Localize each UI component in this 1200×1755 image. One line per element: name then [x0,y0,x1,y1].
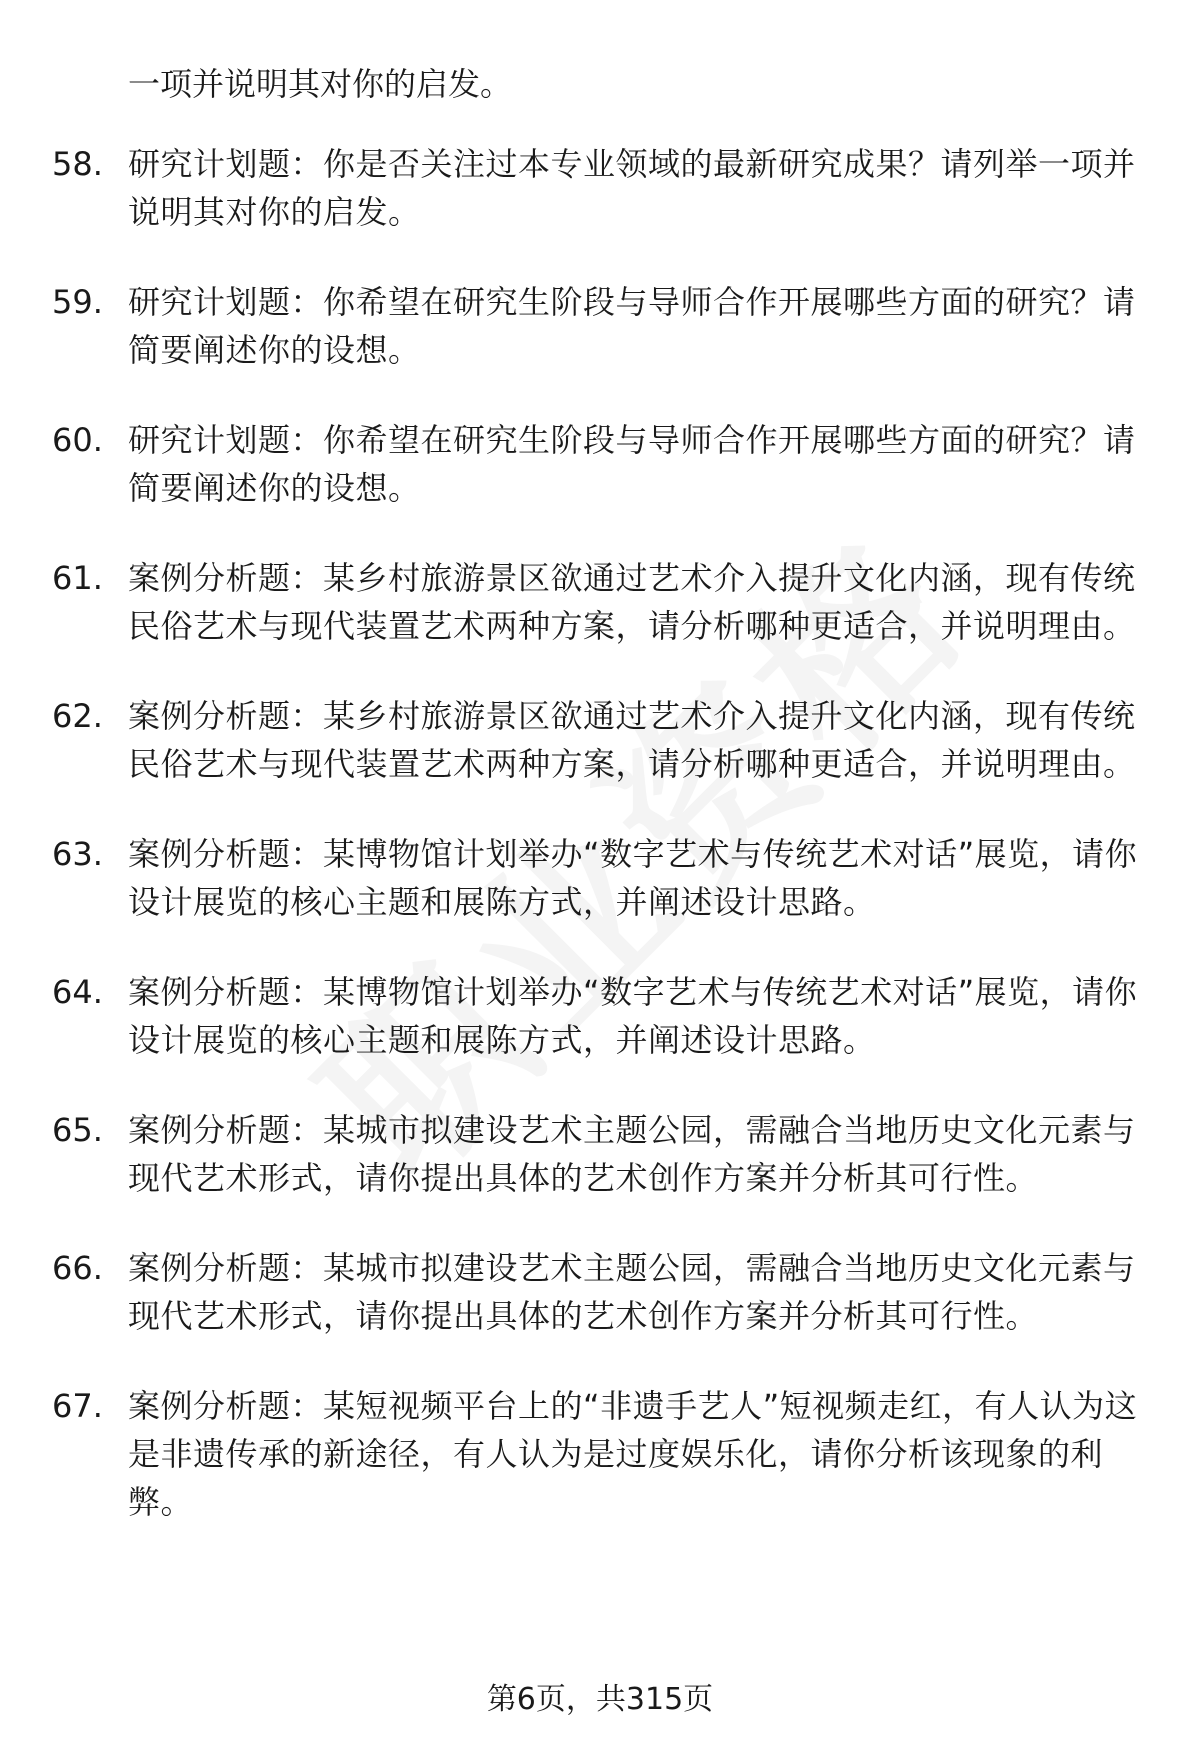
question-item [0,140,1200,236]
question-text: 案例分析题：某博物馆计划举办“数字艺术与传统艺术对话”展览，请你设计展览的核心主题和展陈方式，并阐述设计思路。 [128,835,1138,921]
question-number: 65. [52,1111,103,1149]
continuation-text: 一项并说明其对你的启发。 [128,65,513,103]
question-number: 66. [52,1249,103,1287]
question-item [0,1244,1200,1340]
question-number: 64. [52,973,103,1011]
question-number: 63. [52,835,103,873]
question-list [0,140,1200,1568]
question-text: 研究计划题：你希望在研究生阶段与导师合作开展哪些方面的研究？请简要阐述你的设想。 [128,421,1136,507]
question-text: 案例分析题：某乡村旅游景区欲通过艺术介入提升文化内涵，现有传统民俗艺术与现代装置艺术两种方案，请分析哪种更适合，并说明理由。 [128,559,1136,645]
question-item [0,968,1200,1064]
question-item [0,692,1200,788]
question-text: 案例分析题：某博物馆计划举办“数字艺术与传统艺术对话”展览，请你设计展览的核心主题和展陈方式，并阐述设计思路。 [128,973,1138,1059]
question-number: 61. [52,559,103,597]
question-text: 案例分析题：某乡村旅游景区欲通过艺术介入提升文化内涵，现有传统民俗艺术与现代装置艺术两种方案，请分析哪种更适合，并说明理由。 [128,697,1136,783]
question-number: 58. [52,145,103,183]
page-footer: 第6页，共315页 [486,1682,714,1717]
question-text: 研究计划题：你希望在研究生阶段与导师合作开展哪些方面的研究？请简要阐述你的设想。 [128,283,1136,369]
question-text: 案例分析题：某城市拟建设艺术主题公园，需融合当地历史文化元素与现代艺术形式，请你提出具体的艺术创作方案并分析其可行性。 [128,1111,1136,1197]
question-item [0,1106,1200,1202]
question-item [0,416,1200,512]
question-item [0,1382,1200,1526]
question-number: 59. [52,283,103,321]
question-number: 62. [52,697,103,735]
question-item [0,830,1200,926]
question-text: 案例分析题：某短视频平台上的“非遗手艺人”短视频走红，有人认为这是非遗传承的新途径，有人认为是过度娱乐化，请你分析该现象的利弊。 [128,1387,1138,1521]
question-text: 研究计划题：你是否关注过本专业领域的最新研究成果？请列举一项并说明其对你的启发。 [128,145,1136,231]
question-text: 案例分析题：某城市拟建设艺术主题公园，需融合当地历史文化元素与现代艺术形式，请你提出具体的艺术创作方案并分析其可行性。 [128,1249,1136,1335]
question-item [0,278,1200,374]
question-number: 60. [52,421,103,459]
question-number: 67. [52,1387,103,1425]
question-item [0,554,1200,650]
